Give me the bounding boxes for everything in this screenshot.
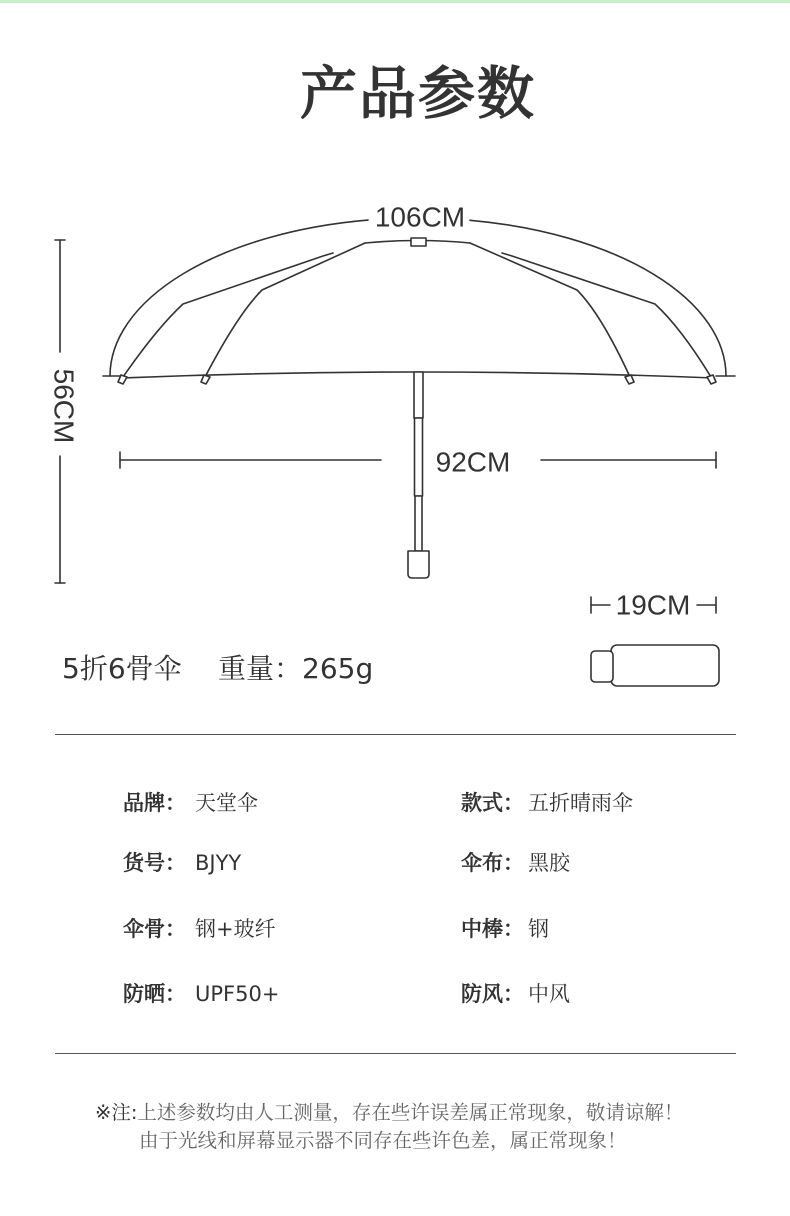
folded-length-label: 19CM <box>615 589 691 621</box>
divider-top <box>55 734 736 735</box>
height-dimension <box>49 240 80 583</box>
spec-label-fabric: 伞布： <box>461 851 524 875</box>
umbrella-folded-icon <box>591 645 719 686</box>
spec-row <box>0 852 790 874</box>
spec-row <box>0 918 790 940</box>
spec-value-wind-resistance: 中风 <box>528 982 570 1006</box>
folded-umbrella-cap <box>591 651 613 682</box>
shaft-upper <box>414 372 423 418</box>
spec-label-shaft: 中棒： <box>461 917 524 941</box>
spec-label-item-number: 货号： <box>123 851 186 875</box>
spec-row <box>0 792 790 814</box>
width-arc-left <box>110 220 368 376</box>
diameter-label: 92CM <box>435 446 511 478</box>
spec-value-brand: 天堂伞 <box>195 791 258 815</box>
spec-row <box>0 983 790 1005</box>
spec-value-fabric: 黑胶 <box>528 851 570 875</box>
spec-value-shaft: 钢 <box>528 917 549 941</box>
width-dimension <box>103 202 735 377</box>
width-label: 106CM <box>374 201 466 233</box>
spec-value-sun-protection: UPF50+ <box>195 982 280 1006</box>
divider-bottom <box>55 1053 736 1054</box>
height-label: 56CM <box>48 368 80 444</box>
folded-length-dimension <box>591 590 716 621</box>
spec-label-wind-resistance: 防风： <box>461 982 524 1006</box>
spec-label-brand: 品牌： <box>123 791 186 815</box>
folded-umbrella-body <box>611 645 719 686</box>
rib-tip-right-inner <box>625 375 634 384</box>
shaft-middle <box>415 418 423 496</box>
note-line-1 <box>95 1103 683 1123</box>
rib-tip-left-inner <box>201 375 210 384</box>
note-prefix: ※注: <box>95 1101 138 1124</box>
canopy-top-tip <box>411 238 426 246</box>
page-title: 产品参数 <box>300 61 536 127</box>
umbrella-open-icon <box>118 238 716 578</box>
spec-value-item-number: BJYY <box>195 851 242 875</box>
width-arc-right <box>470 220 726 376</box>
shaft-lower <box>415 496 422 551</box>
umbrella-weight: 重量：265g <box>218 652 374 685</box>
canopy-rib-left-inner <box>205 243 365 377</box>
spec-label-style: 款式： <box>461 791 524 815</box>
canopy-rib-right-inner <box>470 243 630 377</box>
note-text-1: 上述参数均由人工测量，存在些许误差属正常现象，敬请谅解！ <box>137 1101 684 1124</box>
rib-tip-right-outer <box>707 375 716 384</box>
spec-label-ribs: 伞骨： <box>123 917 186 941</box>
spec-value-style: 五折晴雨伞 <box>528 791 633 815</box>
spec-label-sun-protection: 防晒： <box>123 982 186 1006</box>
spec-value-ribs: 钢+玻纤 <box>195 917 276 941</box>
note-line-2: 由于光线和屏幕显示器不同存在些许色差，属正常现象！ <box>139 1129 627 1152</box>
umbrella-type: 5折6骨伞 <box>62 652 182 685</box>
umbrella-handle <box>408 551 429 578</box>
